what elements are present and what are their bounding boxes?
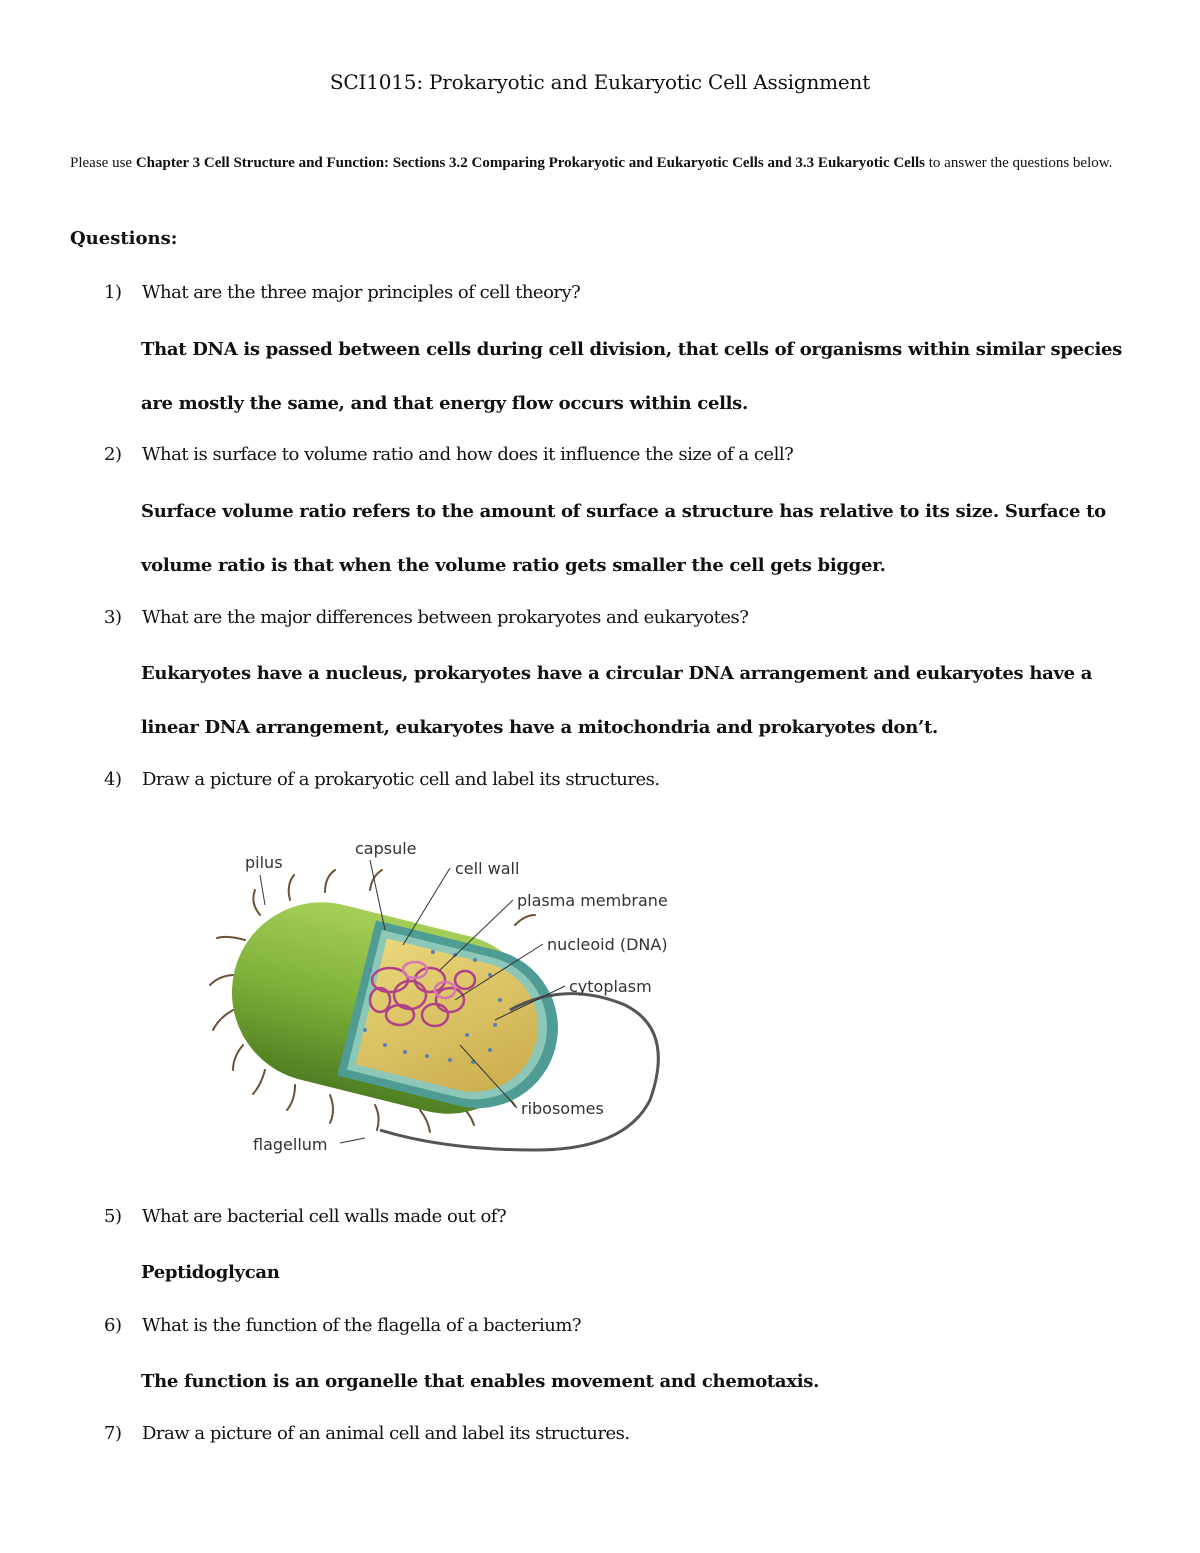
question-3 (104, 607, 748, 628)
label-plasma-membrane: plasma membrane (517, 891, 668, 910)
questions-heading: Questions: (70, 228, 178, 249)
question-text: Draw a picture of an animal cell and label its structures. (142, 1423, 630, 1444)
question-4 (104, 769, 660, 790)
question-6 (104, 1315, 581, 1336)
question-2 (104, 444, 793, 465)
question-number: 7) (104, 1423, 122, 1444)
answer-5: Peptidoglycan (141, 1262, 280, 1283)
question-number: 3) (104, 607, 122, 628)
answer-3: Eukaryotes have a nucleus, prokaryotes have a circular DNA arrangement and eukaryotes have a linear DNA arrangement, eukaryotes have a mitochondria and prokaryotes don’t. (141, 663, 1093, 738)
instructions-chapter-reference: Chapter 3 Cell Structure and Function: Sections 3.2 Comparing Prokaryotic and Eukaryotic Cells and 3.3 Eukaryotic Cells (135, 155, 926, 171)
question-text: What are the three major principles of cell theory? (142, 282, 581, 303)
label-pilus: pilus (245, 853, 283, 872)
label-capsule: capsule (355, 839, 417, 858)
label-cell-wall: cell wall (455, 859, 520, 878)
question-1 (104, 282, 580, 303)
label-cytoplasm: cytoplasm (569, 977, 652, 996)
question-text: What is surface to volume ratio and how does it influence the size of a cell? (142, 444, 794, 465)
label-ribosomes: ribosomes (521, 1099, 604, 1118)
question-number: 4) (104, 769, 122, 790)
question-5 (104, 1206, 506, 1227)
question-text: What is the function of the flagella of a bacterium? (142, 1315, 582, 1336)
question-text: What are bacterial cell walls made out of? (142, 1206, 507, 1227)
answer-2: Surface volume ratio refers to the amount of surface a structure has relative to its size. Surface to volume ratio is that when the volume ratio gets smaller the cell gets bigger. (141, 501, 1106, 576)
document-title: SCI1015: Prokaryotic and Eukaryotic Cell Assignment (329, 70, 871, 94)
label-flagellum: flagellum (253, 1135, 328, 1154)
question-number: 2) (104, 444, 122, 465)
question-number: 6) (104, 1315, 122, 1336)
question-7 (104, 1423, 630, 1444)
label-nucleoid: nucleoid (DNA) (547, 935, 668, 954)
prokaryotic-cell-diagram (205, 830, 675, 1165)
instructions-suffix: to answer the questions below. (925, 155, 1113, 171)
question-text: What are the major differences between prokaryotes and eukaryotes? (142, 607, 749, 628)
answer-6: The function is an organelle that enables movement and chemotaxis. (141, 1371, 820, 1392)
instructions-prefix: Please use (70, 155, 136, 171)
answer-1: That DNA is passed between cells during cell division, that cells of organisms within similar species are mostly the same, and that energy flow occurs within cells. (141, 339, 1122, 414)
question-number: 1) (104, 282, 122, 303)
question-text: Draw a picture of a prokaryotic cell and label its structures. (142, 769, 660, 790)
instructions-paragraph (70, 143, 1140, 184)
question-number: 5) (104, 1206, 122, 1227)
